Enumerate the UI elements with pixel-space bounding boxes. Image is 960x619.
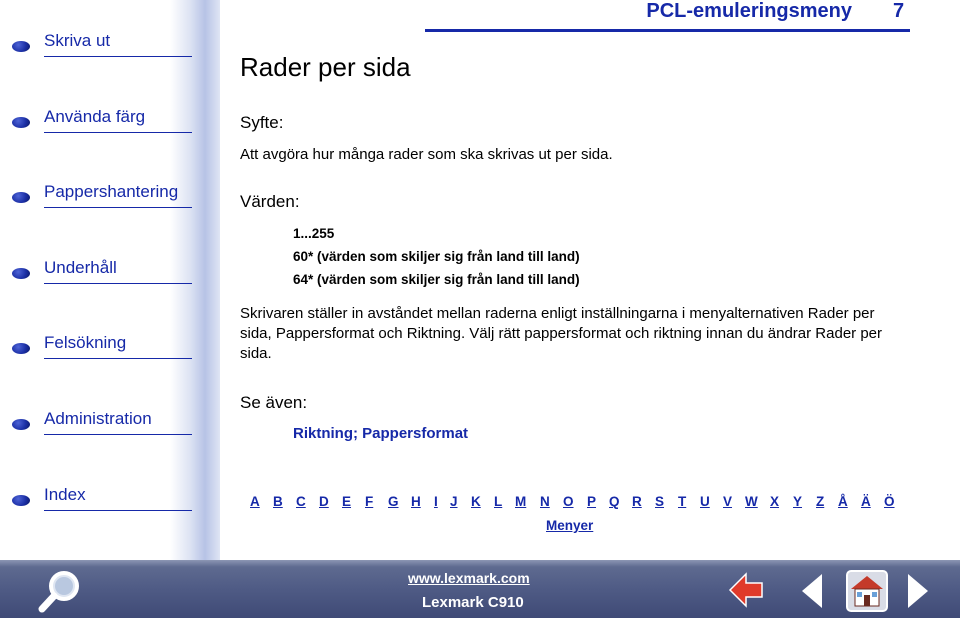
previous-page-icon: [800, 572, 824, 610]
alpha-link[interactable]: D: [319, 494, 329, 509]
sidebar-item-label: Använda färg: [44, 107, 146, 126]
link-pappersformat[interactable]: Pappersformat: [362, 425, 469, 442]
go-back-button[interactable]: [728, 572, 764, 608]
bullet-icon: [12, 41, 30, 52]
alpha-link[interactable]: Y: [793, 494, 803, 509]
sidebar-item-label: Pappershantering: [44, 182, 179, 201]
bullet-icon: [12, 495, 30, 506]
alpha-link[interactable]: Ä: [861, 494, 871, 509]
bullet-icon: [12, 419, 30, 430]
alpha-link[interactable]: F: [365, 494, 374, 509]
sidebar-item-label: Index: [44, 485, 86, 504]
back-arrow-icon: [728, 572, 764, 608]
header-rule: [425, 29, 910, 32]
next-page-button[interactable]: [906, 572, 930, 610]
home-icon: [846, 570, 888, 612]
alpha-link[interactable]: L: [494, 494, 503, 509]
sidebar-item-label: Administration: [44, 409, 152, 428]
alpha-link[interactable]: N: [540, 494, 550, 509]
alpha-link[interactable]: I: [434, 494, 438, 509]
value-item: 60* (värden som skiljer sig från land till land): [293, 249, 580, 264]
description-text: Skrivaren ställer in avståndet mellan raderna enligt inställningarna i menyalternativen Rader per sida, Pappersformat och Riktning. Välj rätt pappersformat och riktning innan du ändrar Rader per sida.: [240, 305, 883, 362]
sidebar-item-underline: [44, 207, 192, 208]
header-title: PCL-emuleringsmeny: [646, 0, 852, 22]
alpha-link[interactable]: E: [342, 494, 352, 509]
bullet-icon: [12, 117, 30, 128]
alpha-link[interactable]: S: [655, 494, 665, 509]
see-also-heading: Se även:: [240, 393, 308, 412]
alpha-link[interactable]: Z: [816, 494, 825, 509]
alpha-link[interactable]: V: [723, 494, 733, 509]
alpha-link[interactable]: U: [700, 494, 710, 509]
link-riktning[interactable]: Riktning: [293, 425, 353, 442]
alpha-link[interactable]: B: [273, 494, 283, 509]
alphabet-index: [250, 494, 910, 514]
home-button[interactable]: [846, 570, 888, 612]
sidebar-item-label: Felsökning: [44, 333, 127, 352]
sidebar-item-underline: [44, 132, 192, 133]
sidebar-item-label: Skriva ut: [44, 31, 111, 50]
sidebar-item-pappershantering[interactable]: [12, 182, 184, 210]
footer-bar: [0, 560, 960, 618]
sidebar-item-underline: [44, 358, 192, 359]
menus-link[interactable]: Menyer: [546, 518, 594, 533]
alpha-link[interactable]: J: [450, 494, 458, 509]
sidebar-item-underhall[interactable]: [12, 258, 184, 286]
sidebar-item-felsokning[interactable]: [12, 333, 184, 361]
page-number: 7: [893, 0, 905, 22]
sidebar-item-administration[interactable]: [12, 409, 184, 437]
alpha-link[interactable]: Å: [838, 494, 848, 509]
see-also-links: [293, 425, 468, 442]
search-button[interactable]: [36, 568, 86, 614]
sidebar-item-anvanda-farg[interactable]: [12, 107, 184, 135]
alpha-link[interactable]: G: [388, 494, 399, 509]
bullet-icon: [12, 343, 30, 354]
purpose-text: Att avgöra hur många rader som ska skrivas ut per sida.: [240, 146, 613, 163]
page-title: Rader per sida: [240, 52, 411, 82]
alpha-link[interactable]: K: [471, 494, 481, 509]
alpha-link[interactable]: R: [632, 494, 642, 509]
alpha-link[interactable]: A: [250, 494, 260, 509]
previous-page-button[interactable]: [800, 572, 824, 610]
alpha-link[interactable]: T: [678, 494, 687, 509]
sidebar-item-underline: [44, 283, 192, 284]
sidebar-item-underline: [44, 510, 192, 511]
alpha-link[interactable]: O: [563, 494, 574, 509]
next-page-icon: [906, 572, 930, 610]
magnifier-icon: [36, 568, 86, 614]
value-item: 64* (värden som skiljer sig från land till land): [293, 272, 580, 287]
bullet-icon: [12, 268, 30, 279]
alpha-link[interactable]: H: [411, 494, 421, 509]
bullet-icon: [12, 192, 30, 203]
sidebar-item-index[interactable]: [12, 485, 184, 513]
alpha-link[interactable]: M: [515, 494, 527, 509]
alpha-link[interactable]: Ö: [884, 494, 895, 509]
sidebar-item-skriva-ut[interactable]: [12, 31, 184, 59]
website-link[interactable]: www.lexmark.com: [408, 570, 530, 586]
value-item: 1...255: [293, 226, 335, 241]
sidebar-item-label: Underhåll: [44, 258, 117, 277]
alpha-link[interactable]: P: [587, 494, 597, 509]
link-separator: ;: [353, 425, 358, 442]
printer-model: Lexmark C910: [422, 594, 524, 611]
purpose-heading: Syfte:: [240, 113, 284, 132]
alpha-link[interactable]: C: [296, 494, 306, 509]
values-heading: Värden:: [240, 192, 300, 211]
sidebar-item-underline: [44, 56, 192, 57]
sidebar-item-underline: [44, 434, 192, 435]
alpha-link[interactable]: X: [770, 494, 780, 509]
alpha-link[interactable]: Q: [609, 494, 620, 509]
alpha-link[interactable]: W: [745, 494, 758, 509]
